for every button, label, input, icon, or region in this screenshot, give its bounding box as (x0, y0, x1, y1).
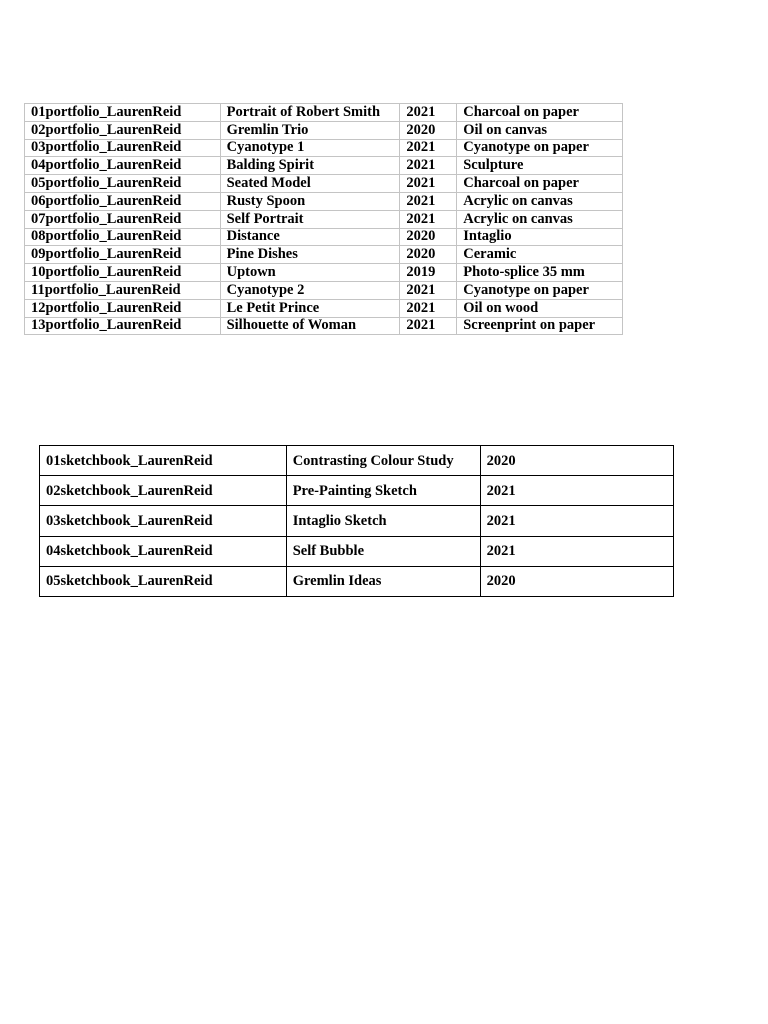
table-row (25, 317, 623, 335)
artwork-title-cell: Uptown (220, 264, 400, 282)
table-row (25, 192, 623, 210)
sketch-title-cell: Intaglio Sketch (286, 506, 480, 536)
table-row (25, 264, 623, 282)
medium-cell: Ceramic (457, 246, 623, 264)
table-row (25, 228, 623, 246)
table-row (40, 566, 674, 596)
medium-cell: Charcoal on paper (457, 104, 623, 122)
file-name-cell: 11portfolio_LaurenReid (25, 281, 221, 299)
medium-cell: Oil on canvas (457, 121, 623, 139)
file-name-cell: 05sketchbook_LaurenReid (40, 566, 287, 596)
medium-cell: Charcoal on paper (457, 175, 623, 193)
medium-cell: Acrylic on canvas (457, 210, 623, 228)
artwork-title-cell: Self Portrait (220, 210, 400, 228)
table-row (25, 157, 623, 175)
file-name-cell: 12portfolio_LaurenReid (25, 299, 221, 317)
file-name-cell: 04sketchbook_LaurenReid (40, 536, 287, 566)
medium-cell: Oil on wood (457, 299, 623, 317)
artwork-title-cell: Distance (220, 228, 400, 246)
medium-cell: Photo-splice 35 mm (457, 264, 623, 282)
file-name-cell: 09portfolio_LaurenReid (25, 246, 221, 264)
artwork-title-cell: Silhouette of Woman (220, 317, 400, 335)
file-name-cell: 03portfolio_LaurenReid (25, 139, 221, 157)
artwork-title-cell: Rusty Spoon (220, 192, 400, 210)
file-name-cell: 05portfolio_LaurenReid (25, 175, 221, 193)
year-cell: 2021 (400, 210, 457, 228)
file-name-cell: 01sketchbook_LaurenReid (40, 446, 287, 476)
table-row (25, 246, 623, 264)
table-row (25, 210, 623, 228)
artwork-title-cell: Pine Dishes (220, 246, 400, 264)
year-cell: 2020 (400, 121, 457, 139)
year-cell: 2021 (480, 506, 673, 536)
sketch-title-cell: Pre-Painting Sketch (286, 476, 480, 506)
year-cell: 2021 (400, 192, 457, 210)
medium-cell: Cyanotype on paper (457, 281, 623, 299)
artwork-title-cell: Le Petit Prince (220, 299, 400, 317)
year-cell: 2021 (400, 104, 457, 122)
file-name-cell: 03sketchbook_LaurenReid (40, 506, 287, 536)
sketch-title-cell: Gremlin Ideas (286, 566, 480, 596)
file-name-cell: 10portfolio_LaurenReid (25, 264, 221, 282)
file-name-cell: 04portfolio_LaurenReid (25, 157, 221, 175)
year-cell: 2021 (400, 299, 457, 317)
artwork-title-cell: Balding Spirit (220, 157, 400, 175)
portfolio-table (24, 103, 623, 335)
medium-cell: Acrylic on canvas (457, 192, 623, 210)
file-name-cell: 07portfolio_LaurenReid (25, 210, 221, 228)
table-row (25, 281, 623, 299)
table-row (40, 506, 674, 536)
year-cell: 2020 (400, 228, 457, 246)
table-row (25, 121, 623, 139)
artwork-title-cell: Gremlin Trio (220, 121, 400, 139)
file-name-cell: 06portfolio_LaurenReid (25, 192, 221, 210)
table-row (40, 446, 674, 476)
artwork-title-cell: Portrait of Robert Smith (220, 104, 400, 122)
table-row (25, 299, 623, 317)
year-cell: 2021 (400, 281, 457, 299)
sketchbook-table (39, 445, 674, 597)
sketch-title-cell: Self Bubble (286, 536, 480, 566)
file-name-cell: 08portfolio_LaurenReid (25, 228, 221, 246)
sketchbook-table-body (40, 446, 674, 597)
table-row (40, 476, 674, 506)
file-name-cell: 13portfolio_LaurenReid (25, 317, 221, 335)
year-cell: 2021 (400, 139, 457, 157)
year-cell: 2020 (480, 566, 673, 596)
table-row (40, 536, 674, 566)
year-cell: 2020 (400, 246, 457, 264)
artwork-title-cell: Seated Model (220, 175, 400, 193)
medium-cell: Cyanotype on paper (457, 139, 623, 157)
table-row (25, 104, 623, 122)
year-cell: 2021 (400, 175, 457, 193)
portfolio-table-body (25, 104, 623, 335)
file-name-cell: 01portfolio_LaurenReid (25, 104, 221, 122)
medium-cell: Sculpture (457, 157, 623, 175)
year-cell: 2021 (480, 476, 673, 506)
artwork-title-cell: Cyanotype 2 (220, 281, 400, 299)
year-cell: 2020 (480, 446, 673, 476)
artwork-title-cell: Cyanotype 1 (220, 139, 400, 157)
table-row (25, 139, 623, 157)
file-name-cell: 02sketchbook_LaurenReid (40, 476, 287, 506)
medium-cell: Screenprint on paper (457, 317, 623, 335)
year-cell: 2021 (480, 536, 673, 566)
year-cell: 2021 (400, 157, 457, 175)
year-cell: 2019 (400, 264, 457, 282)
medium-cell: Intaglio (457, 228, 623, 246)
file-name-cell: 02portfolio_LaurenReid (25, 121, 221, 139)
year-cell: 2021 (400, 317, 457, 335)
table-row (25, 175, 623, 193)
sketch-title-cell: Contrasting Colour Study (286, 446, 480, 476)
